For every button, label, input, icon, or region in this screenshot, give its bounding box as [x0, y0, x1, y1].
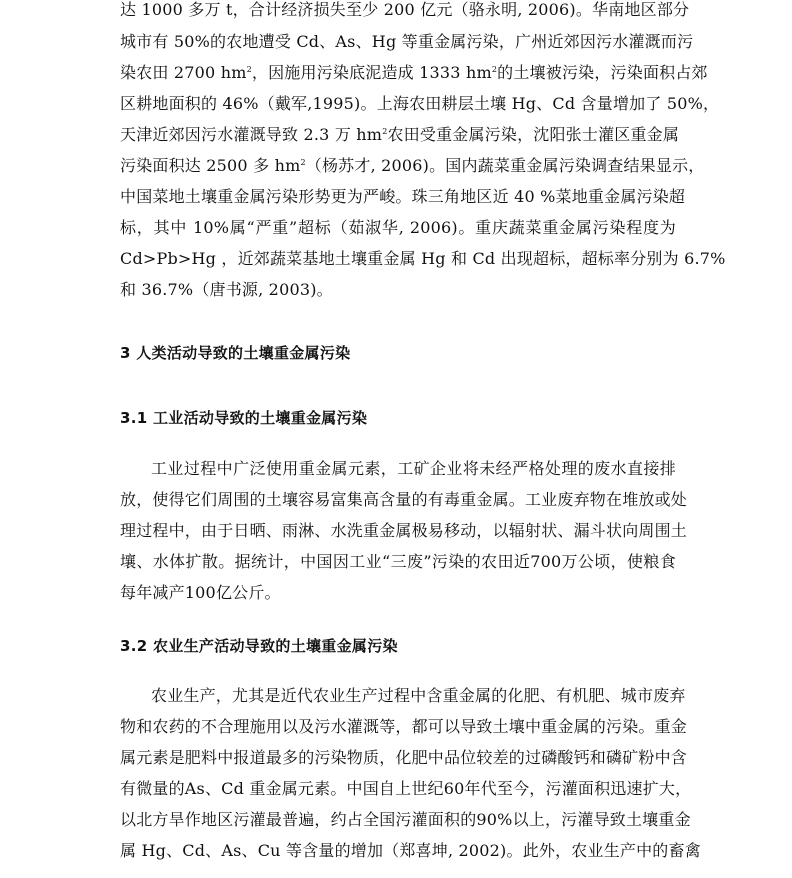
paragraph-line: Cd>Pb>Hg ，近郊蔬菜基地土壤重金属 Hg 和 Cd 出现超标，超标率分别为 6.7%: [120, 249, 726, 268]
paragraph-line: 以北方旱作地区污灌最普遍，约占全国污灌面积的90%以上，污灌导致土壤重金: [120, 810, 691, 829]
paragraph-line: 壤、水体扩散。据统计，中国因工业“三废”污染的农田近700万公顷，使粮食: [120, 552, 676, 571]
paragraph-line: 属元素是肥料中报道最多的污染物质，化肥中品位较差的过磷酸钙和磷矿粉中含: [120, 748, 688, 767]
paragraph-line: 物和农药的不合理施用以及污水灌溉等，都可以导致土壤中重金属的污染。重金: [120, 717, 688, 736]
paragraph-line: 理过程中，由于日晒、雨淋、水洗重金属极易移动，以辐射状、漏斗状向周围土: [120, 521, 688, 540]
paragraph-line: 每年减产100亿公斤。: [120, 583, 281, 602]
paragraph-line: 中国菜地土壤重金属污染形势更为严峻。珠三角地区近 40 %菜地重金属污染超: [120, 187, 686, 206]
paragraph-line: 污染面积达 2500 多 $hm^2$（杨苏才, 2006)。国内蔬菜重金属污染调查结果显示，: [120, 156, 705, 175]
paragraph-line: 工业过程中广泛使用重金属元素，工矿企业将未经严格处理的废水直接排: [151, 459, 676, 478]
paragraph-line: 天津近郊因污水灌溉导致 2.3 万 $hm^2$农田受重金属污染，沈阳张士灌区重金属: [120, 125, 680, 144]
paragraph-line: 和 36.7%（唐书源, 2003)。: [120, 280, 333, 299]
paragraph-line: 达 1000 多万 t，合计经济损失至少 200 亿元（骆永明, 2006)。华南地区部分: [120, 0, 690, 19]
section-heading: 3 人类活动导致的土壤重金属污染: [120, 344, 351, 362]
paragraph-line: 有微量的As、Cd 重金属元素。中国自上世纪60年代至今，污灌面积迅速扩大，: [120, 779, 692, 798]
subsection-heading: 3.1 工业活动导致的土壤重金属污染: [120, 409, 368, 427]
paragraph-line: 属 Hg、Cd、As、Cu 等含量的增加（郑喜坤, 2002)。此外，农业生产中的畜禽: [120, 841, 701, 860]
paragraph-line: 标，其中 10%属“严重”超标（茹淑华, 2006)。重庆蔬菜重金属污染程度为: [120, 218, 676, 237]
subsection-heading: 3.2 农业生产活动导致的土壤重金属污染: [120, 637, 398, 655]
paragraph-line: 城市有 50%的农地遭受 Cd、As、Hg 等重金属污染，广州近郊因污水灌溉而污: [120, 32, 694, 51]
paragraph-line: 放，使得它们周围的土壤容易富集高含量的有毒重金属。工业废弃物在堆放或处: [120, 490, 688, 509]
paragraph-line: 染农田 2700 $hm^2$，因施用污染底泥造成 1333 $hm^2$的土壤被污染，污染面积占郊: [120, 63, 708, 82]
paragraph-line: 农业生产，尤其是近代农业生产过程中含重金属的化肥、有机肥、城市废弃: [151, 686, 686, 705]
paragraph-line: 区耕地面积的 46%（戴军,1995)。上海农田耕层土壤 Hg、Cd 含量增加了 50%，: [120, 94, 720, 113]
